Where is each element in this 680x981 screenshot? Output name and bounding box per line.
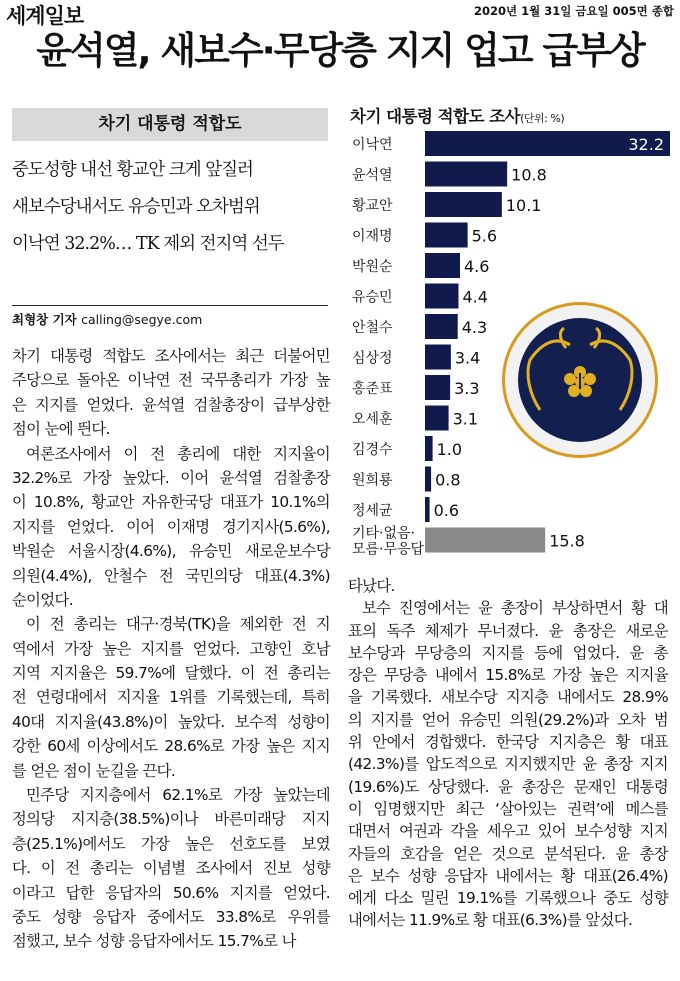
- article-left-column: [12, 344, 330, 954]
- paragraph: [348, 597, 668, 931]
- subhead: 새보수당내서도 유승민과 오차범위: [12, 197, 260, 217]
- value-label: 10.1: [505, 196, 542, 215]
- value-label: 5.6: [471, 226, 498, 246]
- paragraph: [348, 575, 668, 597]
- article-right-column: [348, 575, 668, 932]
- category-label: 윤석열: [352, 167, 393, 184]
- chart-unit: (단위: %): [520, 112, 565, 125]
- category-label: 원희룡: [352, 472, 393, 489]
- text-line: 이라고 답한 응답자의 50.6% 지지를 얻었다.: [12, 883, 330, 902]
- bar: [425, 467, 431, 492]
- dateline: 2020년 1월 31일 금요일 005면 종합: [473, 4, 674, 18]
- value-label: 3.4: [454, 348, 481, 368]
- category-label: 이낙연: [352, 137, 393, 153]
- category-label: 김경수: [352, 442, 393, 458]
- byline: [12, 310, 202, 328]
- text-line: 표의 독주 체제가 무너졌다. 윤 총장은 새로운: [348, 621, 668, 640]
- subheads: [12, 152, 332, 263]
- text-line: 순이었다.: [12, 590, 73, 609]
- text-line: 중도 성향 응답자 중에서도 33.8%로 우위를: [12, 907, 330, 926]
- category-label: 심상정: [352, 350, 393, 367]
- text-line: 위 안에서 경합했다. 한국당 지지층은 황 대표: [348, 733, 668, 752]
- presidential-emblem-icon: [500, 300, 660, 460]
- text-line: 40대 지지율(43.8%)이 높았다. 보수적 성향이: [12, 712, 330, 731]
- value-label: 10.8: [511, 165, 547, 185]
- bar: [425, 192, 502, 217]
- value-label: 4.6: [464, 257, 490, 276]
- text-line: 민주당 지지층에서 62.1%로 가장 높았는데: [26, 786, 330, 805]
- headline: 윤석열, 새보수·무당층 지지 업고 급부상: [36, 29, 644, 72]
- category-label: 이재명: [352, 228, 393, 245]
- category-label: 박원순: [352, 259, 393, 275]
- text-line: 타났다.: [348, 577, 395, 595]
- category-label: 정세균: [352, 503, 393, 519]
- paragraph: [12, 442, 330, 613]
- text-line: 의 지지를 얻어 유승민 의원(29.2%)과 오차 범: [348, 710, 668, 729]
- text-line: 다. 이 전 총리는 이념별 조사에서 진보 성향: [12, 859, 330, 878]
- category-label: 홍준표: [352, 381, 393, 397]
- bar: [425, 345, 451, 370]
- text-line: 역에서 가장 높은 지지를 얻었다. 고향인 호남: [12, 639, 330, 658]
- category-label: 안철수: [352, 320, 393, 336]
- paragraph: [12, 344, 330, 442]
- text-line: 32.2%로 가장 높았다. 이어 윤석열 검찰총장: [12, 468, 330, 487]
- text-line: 지지를 얻었다. 이어 이재명 경기지사(5.6%),: [12, 517, 330, 536]
- text-line: (19.6%)도 상당했다. 윤 총장은 문재인 대통령: [348, 777, 668, 796]
- value-label: 3.1: [452, 409, 479, 429]
- reporter-email: calling@segye.com: [81, 312, 203, 327]
- subhead: 이낙연 32.2%… TK 제외 전지역 선두: [12, 234, 284, 254]
- text-line: 전 연령대에서 지지율 1위를 기록했는데, 특히: [12, 688, 330, 707]
- value-label: 0.6: [433, 501, 460, 520]
- text-line: 장은 무당층 내에서 15.8%로 가장 높은 지지율: [348, 666, 668, 685]
- value-label: 32.2: [628, 135, 664, 154]
- text-line: 강한 60세 이상에서도 28.6%로 가장 높은 지지: [12, 737, 330, 756]
- value-label: 4.4: [462, 287, 488, 307]
- text-line: 주당으로 돌아온 이낙연 전 국무총리가 가장 높: [12, 371, 330, 390]
- divider: [12, 305, 328, 306]
- text-line: 정의당 지지층(38.5%)이나 바른미래당 지지: [12, 810, 330, 829]
- text-line: 층(25.1%)에서도 가장 높은 선호도를 보였: [12, 834, 330, 853]
- bar: [425, 375, 450, 400]
- bar: [425, 436, 433, 461]
- text-line: (42.3%)를 압도적으로 지지했지만 윤 총장 지지: [348, 755, 668, 774]
- category-label: 유승민: [352, 289, 393, 306]
- bar: [425, 162, 507, 187]
- text-line: 보수 진영에서는 윤 총장이 부상하면서 황 대: [362, 599, 668, 618]
- text-line: 내에서는 11.9%로 황 대표(6.3%)를 앞섰다.: [348, 911, 633, 930]
- value-label: 3.3: [454, 379, 480, 398]
- chart-title: [350, 103, 564, 127]
- text-line: 를 얻은 점이 눈길을 끈다.: [12, 761, 176, 780]
- text-line: 대면서 여권과 각을 세우고 있어 보수성향 지지: [348, 822, 668, 841]
- text-line: 에게 다소 밀린 19.1%를 기록했으나 중도 성향: [348, 889, 668, 908]
- text-line: 을 기록했다. 새보수당 지지층 내에서도 28.9%: [348, 688, 668, 707]
- category-label: 기타·없음· 모름·무응답: [352, 525, 425, 558]
- text-line: 의원(4.4%), 안철수 전 국민의당 대표(4.3%): [12, 566, 330, 585]
- chart-title-text: 차기 대통령 적합도 조사: [350, 107, 521, 126]
- text-line: 자들의 호감을 얻은 것으로 분석된다. 윤 총장: [348, 844, 668, 863]
- subhead: 중도성향 내선 황교안 크게 앞질러: [12, 160, 253, 180]
- text-line: 은 보수 성향 응답자 내에서는 황 대표(26.4%): [348, 866, 668, 885]
- value-label: 4.3: [461, 318, 488, 337]
- newspaper-name: 세계일보: [6, 4, 84, 28]
- category-label: 오세훈: [352, 411, 393, 428]
- bar: [425, 253, 460, 278]
- text-line: 박원순 서울시장(4.6%), 유승민 새로운보수당: [12, 542, 330, 561]
- reporter-name: 최형창 기자: [12, 312, 77, 327]
- value-label: 0.8: [435, 470, 461, 490]
- bar: [425, 223, 468, 248]
- text-line: 이 임명했지만 최근 ‘살아있는 권력’에 메스를: [348, 799, 668, 818]
- text-line: 차기 대통령 적합도 조사에서는 최근 더불어민: [12, 347, 330, 365]
- value-label: 1.0: [436, 440, 463, 459]
- bar: [425, 497, 430, 522]
- value-label: 15.8: [549, 531, 585, 551]
- text-line: 이 전 총리는 대구·경북(TK)을 제외한 전 지: [26, 615, 330, 634]
- paragraph: [12, 612, 330, 783]
- text-line: 점이 눈에 띈다.: [12, 420, 110, 439]
- category-label: 황교안: [352, 198, 393, 214]
- bar: [425, 314, 458, 339]
- bar: [425, 284, 458, 309]
- section-label: 차기 대통령 적합도: [12, 108, 328, 141]
- text-line: 이 10.8%, 황교안 자유한국당 대표가 10.1%의: [12, 493, 330, 512]
- bar: [425, 406, 449, 431]
- text-line: 지역 지지율은 59.7%에 달했다. 이 전 총리는: [12, 664, 330, 683]
- text-line: 은 지지를 얻었다. 윤석열 검찰총장이 급부상한: [12, 395, 330, 414]
- bar: [425, 528, 545, 553]
- paragraph: [12, 783, 330, 954]
- text-line: 여론조사에서 이 전 총리에 대한 지지율이: [26, 444, 330, 463]
- text-line: 보수당과 무당층의 지지를 등에 업었다. 윤 총: [348, 643, 668, 662]
- text-line: 점했고, 보수 성향 응답자에서도 15.7%로 나: [12, 932, 296, 951]
